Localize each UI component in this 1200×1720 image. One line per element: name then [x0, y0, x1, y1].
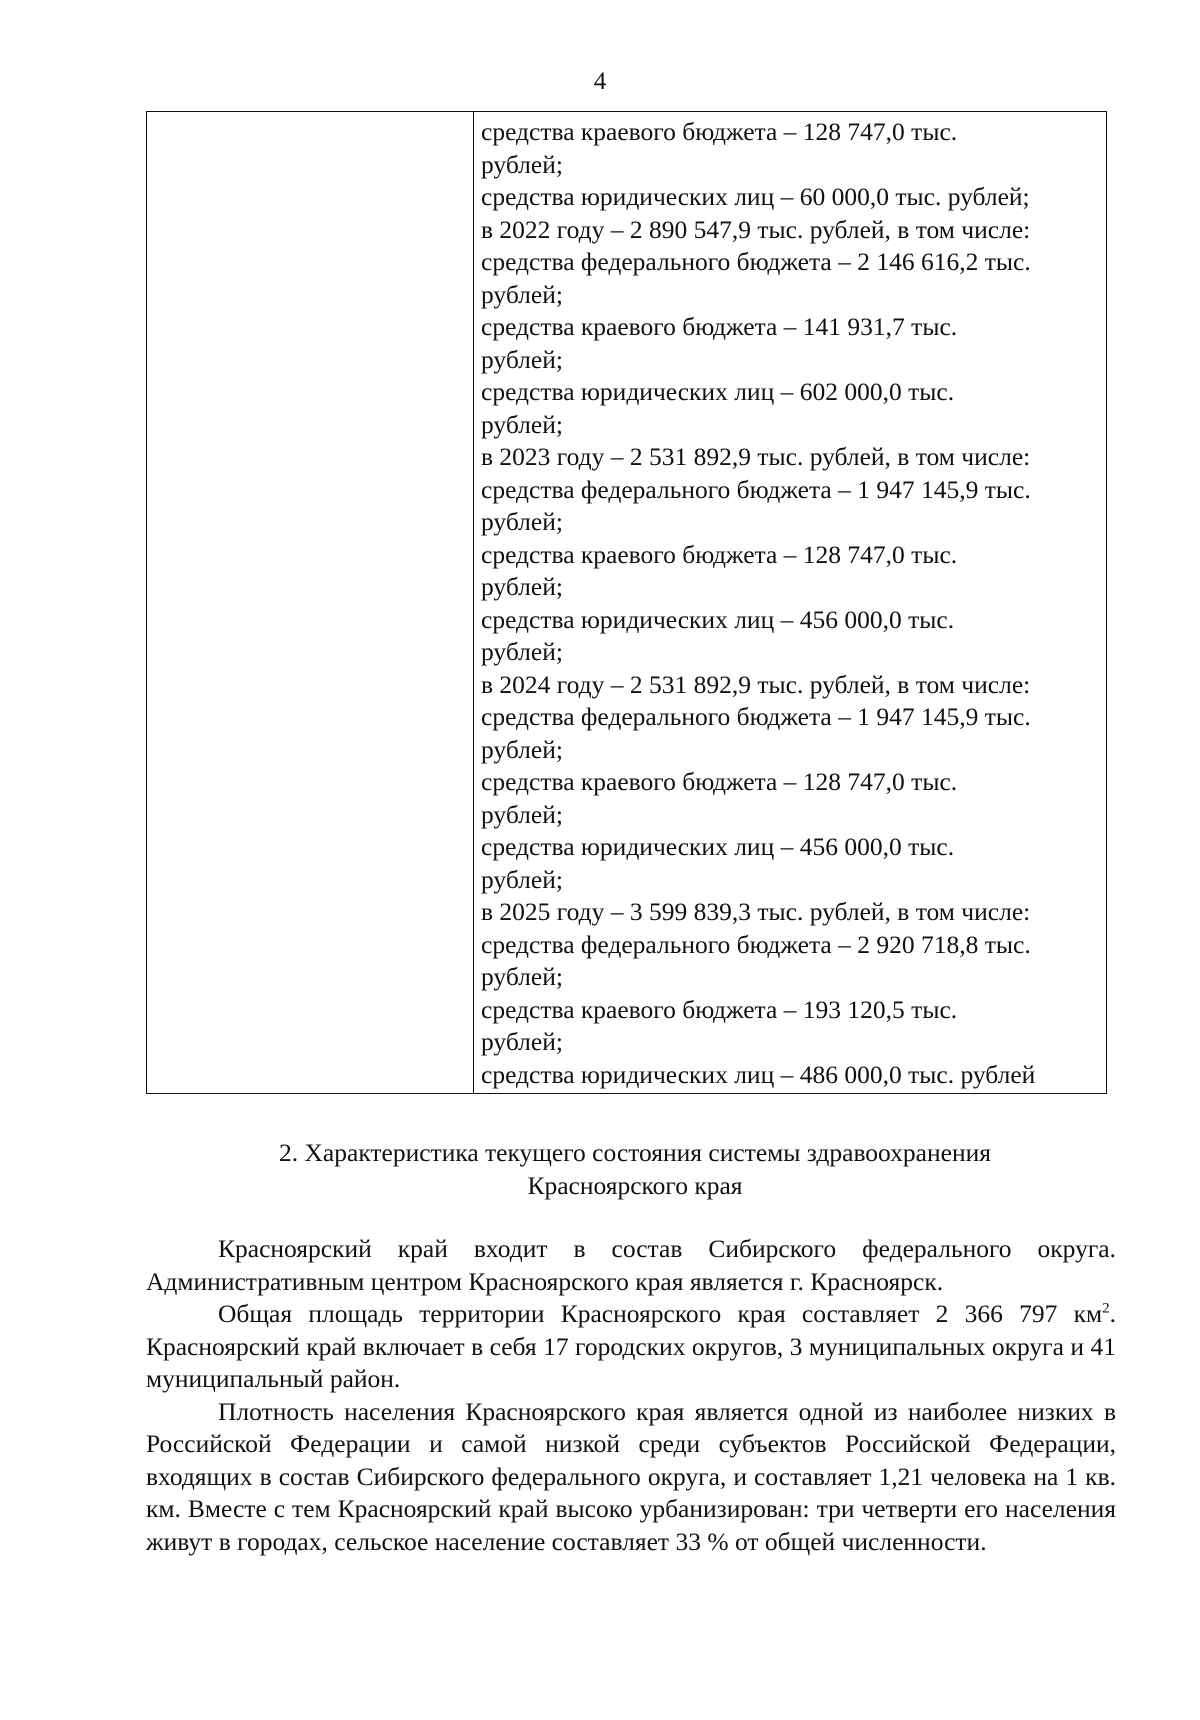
financing-line: рублей; [481, 572, 563, 601]
financing-line: средства федерального бюджета – 2 146 616,2 тыс. [481, 247, 1031, 276]
section-heading [0, 1136, 1200, 1202]
financing-line: в 2023 году – 2 531 892,9 тыс. рублей, в том числе: [481, 442, 1031, 471]
financing-line: средства федерального бюджета – 1 947 145,9 тыс. [481, 474, 1031, 504]
financing-line: рублей; [481, 734, 563, 764]
financing-line: в 2025 году – 3 599 839,3 тыс. рублей, в том числе: [481, 897, 1031, 926]
financing-line: средства федерального бюджета – 1 947 145,9 тыс. [481, 702, 1031, 731]
paragraph-text: Общая площадь территории Красноярского края составляет 2 366 797 км [218, 1299, 1103, 1328]
financing-line: средства федерального бюджета – 2 920 718,8 тыс. [481, 929, 1031, 959]
financing-line: средства юридических лиц – 60 000,0 тыс. рублей; [481, 182, 1030, 211]
financing-table-row [147, 112, 1107, 1094]
financing-line: рублей; [481, 409, 563, 439]
financing-table [146, 111, 1107, 1094]
financing-line: средства краевого бюджета – 128 747,0 тыс. [481, 767, 958, 796]
financing-line: рублей; [481, 507, 563, 536]
paragraph: Плотность населения Красноярского края является одной из наиболее низких в Российской Федерации и самой низкой среди субъектов Российской Федерации, входящих в состав Сибирского федерального округа, и составляет 1,21 человека на 1 кв. км. Вместе с тем Красноярский край высоко урбанизирован: три четверти его населения живут в городах, сельское население составляет 33 % от общей численности. [146, 1396, 1116, 1556]
financing-line: рублей; [481, 962, 563, 991]
financing-line: средства юридических лиц – 456 000,0 тыс. [481, 832, 955, 861]
financing-line: рублей; [481, 799, 563, 829]
financing-line: средства юридических лиц – 486 000,0 тыс. рублей [481, 1059, 1036, 1089]
financing-line: рублей; [481, 149, 563, 179]
paragraph-text: . Красноярский край включает в себя 17 городских округов, 3 муниципальных округа и 41 муниципальный район. [146, 1299, 1116, 1393]
financing-line: рублей; [481, 344, 563, 374]
financing-line: средства юридических лиц – 456 000,0 тыс. [481, 604, 955, 634]
section-heading-line: 2. Характеристика текущего состояния системы здравоохранения [279, 1138, 991, 1167]
financing-line: рублей; [481, 864, 563, 894]
section-heading-line: Красноярского края [527, 1171, 743, 1200]
financing-line: средства краевого бюджета – 128 747,0 тыс. [481, 539, 958, 569]
financing-line: средства юридических лиц – 602 000,0 тыс. [481, 377, 955, 406]
paragraph [146, 1298, 1116, 1396]
financing-line: средства краевого бюджета – 193 120,5 тыс. [481, 994, 958, 1024]
financing-line: средства краевого бюджета – 128 747,0 тыс. [481, 117, 958, 146]
financing-line: в 2022 году – 2 890 547,9 тыс. рублей, в том числе: [481, 214, 1031, 244]
financing-line: рублей; [481, 279, 563, 309]
financing-line: рублей; [481, 1027, 563, 1056]
body-text [146, 1233, 1116, 1558]
financing-label-cell [147, 112, 474, 1094]
paragraph: Красноярский край входит в состав Сибирского федерального округа. Административным центром Красноярского края является г. Красноярск. [146, 1234, 1116, 1296]
page-number: 4 [593, 68, 607, 95]
financing-line: в 2024 году – 2 531 892,9 тыс. рублей, в том числе: [481, 669, 1031, 699]
financing-line: рублей; [481, 637, 563, 666]
financing-line: средства краевого бюджета – 141 931,7 тыс. [481, 312, 958, 341]
superscript: 2 [1102, 1300, 1110, 1317]
financing-values-cell [474, 112, 1107, 1094]
